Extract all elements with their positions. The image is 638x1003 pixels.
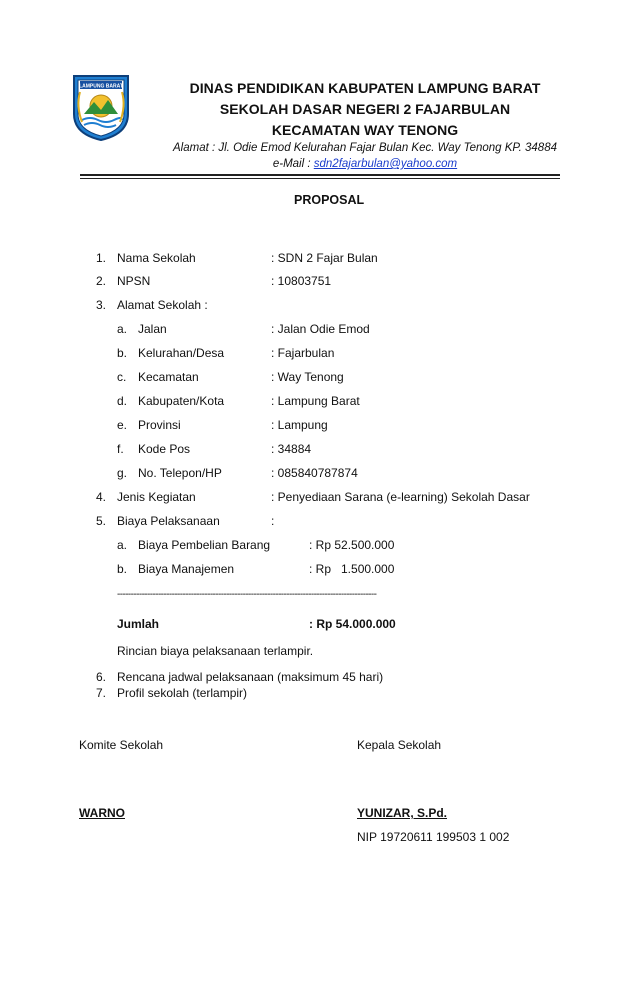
regency-emblem-logo <box>70 70 132 142</box>
npsn-label: NPSN <box>117 274 151 288</box>
header-district: KECAMATAN WAY TENONG <box>271 122 459 138</box>
sub-letter: d. <box>117 394 128 408</box>
header-agency: DINAS PENDIDIKAN KABUPATEN LAMPUNG BARAT <box>189 80 541 96</box>
committee-role: Komite Sekolah <box>79 738 164 752</box>
header-email-line <box>150 158 580 170</box>
school-name-label: Nama Sekolah <box>117 251 196 265</box>
province-label: Provinsi <box>138 418 181 432</box>
postal-code-label: Kode Pos <box>138 442 191 456</box>
email-link[interactable]: sdn2fajarbulan@yahoo.com <box>313 158 458 170</box>
activity-type-value: : Penyediaan Sarana (e-learning) Sekolah Dasar <box>271 490 530 504</box>
logo-lettering: LAMPUNG BARAT <box>79 83 123 90</box>
item-number: 4. <box>96 490 107 504</box>
goods-cost-value: : Rp 52.500.000 <box>309 538 395 552</box>
sub-letter: a. <box>117 322 128 336</box>
activity-type-label: Jenis Kegiatan <box>117 490 196 504</box>
management-cost-label: Biaya Manajemen <box>138 562 235 576</box>
sum-separator: ----------------------------------------------------------------------------------------------- <box>117 589 377 600</box>
school-address-label: Alamat Sekolah : <box>117 298 208 312</box>
regency-label: Kabupaten/Kota <box>138 394 225 408</box>
sub-letter: a. <box>117 538 128 552</box>
sub-letter: g. <box>117 466 128 480</box>
header-address: Alamat : Jl. Odie Emod Kelurahan Fajar Bulan Kec. Way Tenong KP. 34884 <box>173 142 557 154</box>
cost-details-note: Rincian biaya pelaksanaan terlampir. <box>117 644 314 658</box>
item-number: 2. <box>96 274 107 288</box>
item-number: 7. <box>96 686 107 700</box>
postal-code-value: : 34884 <box>271 442 312 456</box>
email-label: e-Mail : <box>272 158 314 170</box>
item-number: 3. <box>96 298 107 312</box>
principal-role: Kepala Sekolah <box>357 738 442 752</box>
total-value: : Rp 54.000.000 <box>309 617 396 631</box>
item-number: 5. <box>96 514 107 528</box>
regency-value: : Lampung Barat <box>271 394 360 408</box>
sub-letter: c. <box>117 370 127 384</box>
sub-letter: b. <box>117 346 128 360</box>
village-value: : Fajarbulan <box>271 346 335 360</box>
sub-letter: b. <box>117 562 128 576</box>
document-title: PROPOSAL <box>294 193 365 207</box>
goods-cost-label: Biaya Pembelian Barang <box>138 538 271 552</box>
street-value: : Jalan Odie Emod <box>271 322 370 336</box>
cost-label: Biaya Pelaksanaan <box>117 514 220 528</box>
village-label: Kelurahan/Desa <box>138 346 225 360</box>
header-rule-thick <box>80 174 560 176</box>
sub-letter: e. <box>117 418 128 432</box>
street-label: Jalan <box>138 322 167 336</box>
committee-name: WARNO <box>79 806 125 820</box>
cost-colon: : <box>271 514 275 528</box>
total-label: Jumlah <box>117 617 160 631</box>
item-number: 1. <box>96 251 107 265</box>
school-profile-item: Profil sekolah (terlampir) <box>117 686 248 700</box>
schedule-item: Rencana jadwal pelaksanaan (maksimum 45 hari) <box>117 670 384 684</box>
principal-nip: NIP 19720611 199503 1 002 <box>357 830 510 844</box>
province-value: : Lampung <box>271 418 328 432</box>
sub-letter: f. <box>117 442 124 456</box>
header-rule-thin <box>80 178 560 179</box>
subdistrict-label: Kecamatan <box>138 370 199 384</box>
phone-label: No. Telepon/HP <box>138 466 222 480</box>
management-cost-value: : Rp 1.500.000 <box>309 562 395 576</box>
subdistrict-value: : Way Tenong <box>271 370 344 384</box>
principal-name: YUNIZAR, S.Pd. <box>357 806 448 820</box>
header-school: SEKOLAH DASAR NEGERI 2 FAJARBULAN <box>219 101 511 117</box>
phone-value: : 085840787874 <box>271 466 358 480</box>
item-number: 6. <box>96 670 107 684</box>
school-name-value: : SDN 2 Fajar Bulan <box>271 251 378 265</box>
npsn-value: : 10803751 <box>271 274 332 288</box>
